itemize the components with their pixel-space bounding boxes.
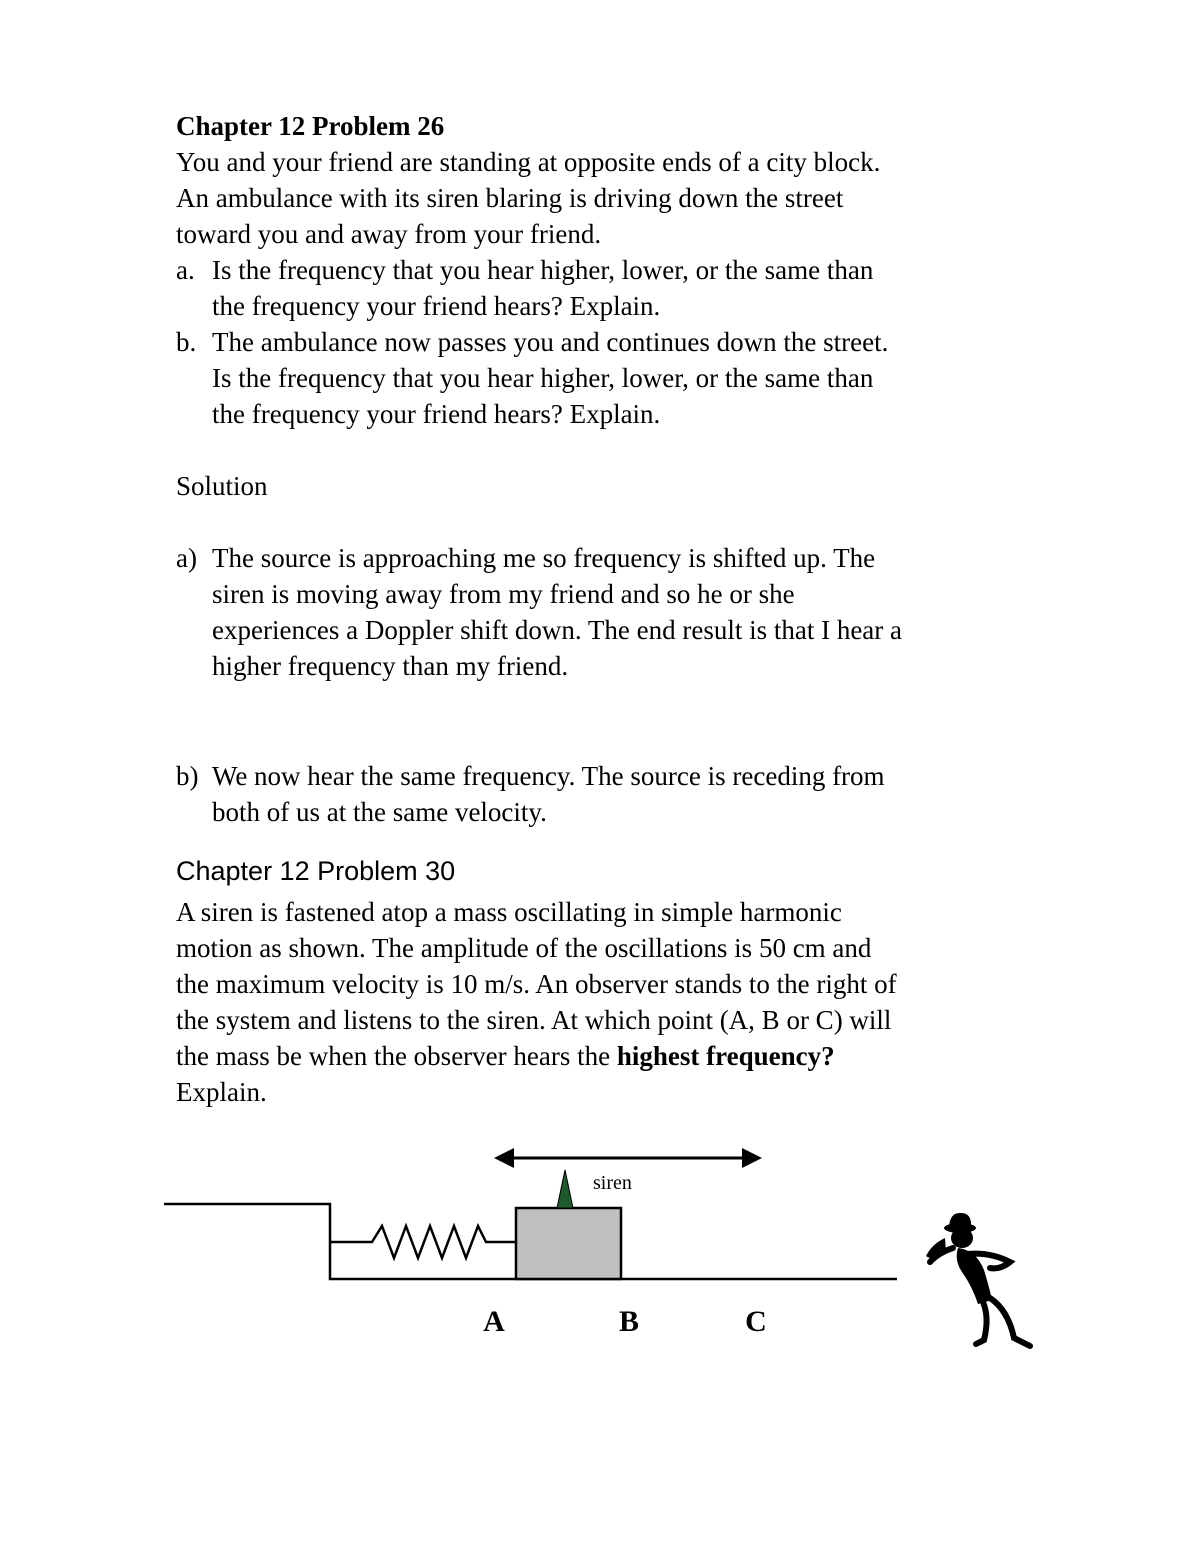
answer-marker: a)	[176, 543, 197, 573]
siren-label: siren	[593, 1172, 632, 1194]
point-label-b: B	[618, 1305, 640, 1338]
answer-marker: b)	[176, 761, 199, 791]
question-line: the frequency your friend hears? Explain.	[212, 399, 661, 429]
problem-30-text-line: motion as shown. The amplitude of the oscillations is 50 cm and	[176, 933, 872, 963]
listening-person-icon	[926, 1213, 1030, 1346]
question-line: Is the frequency that you hear higher, lower, or the same than	[212, 255, 874, 285]
problem-30-text-line: the maximum velocity is 10 m/s. An observer stands to the right of	[176, 969, 897, 999]
problem-30-text-line: A siren is fastened atop a mass oscillating in simple harmonic	[176, 897, 842, 927]
question-marker: a.	[176, 255, 195, 285]
point-label-a: A	[483, 1305, 505, 1338]
problem-30-line-prefix: the mass be when the observer hears the	[176, 1041, 617, 1071]
motion-arrow	[494, 1148, 762, 1168]
problem-26-text-line: You and your friend are standing at opposite ends of a city block.	[176, 147, 881, 177]
answer-line: higher frequency than my friend.	[212, 651, 569, 681]
problem-30-text-line: Explain.	[176, 1077, 267, 1107]
answer-line: experiences a Doppler shift down. The end result is that I hear a	[212, 615, 903, 645]
siren-icon	[557, 1170, 573, 1208]
problem-26-text-line: toward you and away from your friend.	[176, 219, 602, 249]
question-line: The ambulance now passes you and continues down the street.	[212, 327, 889, 357]
point-label-c: C	[745, 1305, 767, 1338]
solution-heading: Solution	[176, 471, 268, 501]
problem-30-emphasis: highest frequency?	[616, 1041, 835, 1071]
problem-26-title: Chapter 12 Problem 26	[176, 111, 445, 141]
spring	[330, 1226, 516, 1258]
answer-line: The source is approaching me so frequency is shifted up. The	[212, 543, 876, 573]
problem-30-title: Chapter 12 Problem 30	[176, 856, 456, 886]
question-line: the frequency your friend hears? Explain.	[212, 291, 661, 321]
question-marker: b.	[176, 327, 197, 357]
question-line: Is the frequency that you hear higher, lower, or the same than	[212, 363, 874, 393]
mass-block	[516, 1208, 621, 1279]
problem-30-text-line: the system and listens to the siren. At which point (A, B or C) will	[176, 1005, 892, 1035]
problem-26-text-line: An ambulance with its siren blaring is driving down the street	[176, 183, 844, 213]
answer-line: both of us at the same velocity.	[212, 797, 547, 827]
answer-line: We now hear the same frequency. The source is receding from	[212, 761, 885, 791]
answer-line: siren is moving away from my friend and so he or she	[212, 579, 795, 609]
